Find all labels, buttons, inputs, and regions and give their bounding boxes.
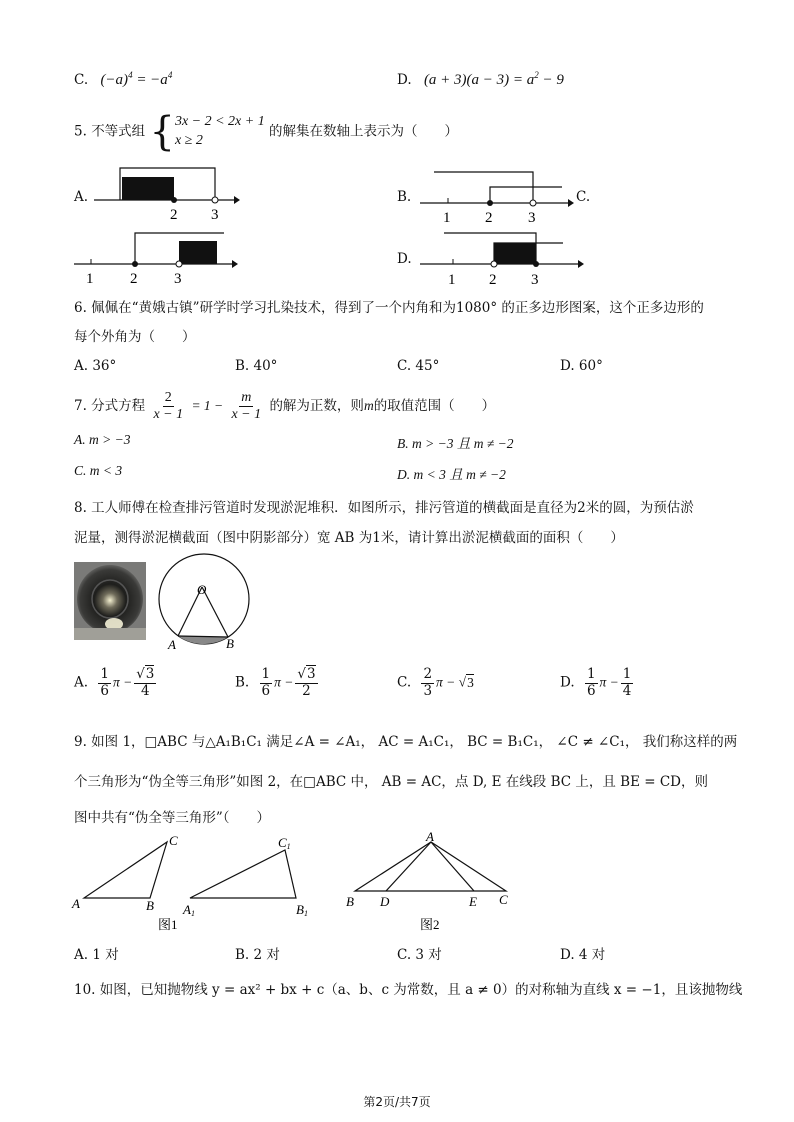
q9-stem-line3: 图中共有“伪全等三角形”（ ）: [74, 810, 271, 826]
q7-option-c: C. m < 3: [74, 463, 123, 478]
q5b-tick-3: 3: [528, 210, 536, 225]
fig1-caption: 图1: [158, 917, 178, 932]
fig2-caption: 图2: [420, 917, 440, 932]
q7-stem: 7. 分式方程 $\frac{2}{x - 1}$ = 1 − $\frac{m}{x - 1}$ 的解为正数，则m的取值范围（ ）: [74, 390, 496, 423]
q5c-tick-2: 2: [130, 271, 138, 287]
q5-option-a-label: A.: [74, 189, 89, 205]
q5d-tick-2: 2: [489, 272, 497, 288]
q8-option-c: C. $\frac{2}{3}$ π − √3: [397, 666, 474, 699]
q5b-tick-1: 1: [443, 210, 451, 225]
q9-option-a: A. 1 对: [74, 947, 119, 963]
q5-number-line-b: [418, 163, 578, 225]
q5-stem: 5. 不等式组 { 3x − 2 < 2x + 1 x ≥ 2 的解集在数轴上表示为（ ）: [74, 109, 459, 155]
svg-text:A: A: [426, 829, 434, 844]
q8-stem-line1: 8. 工人师傅在检查排污管道时发现淤泥堆积．如图所示，排污管道的横截面是直径为2米的圆，为预估淤: [74, 500, 694, 516]
q5-option-b-label: B.: [397, 189, 412, 205]
q9-option-c: C. 3 对: [397, 947, 442, 963]
svg-text:C1: C1: [278, 835, 291, 851]
svg-text:B: B: [346, 894, 354, 909]
svg-text:A1: A1: [183, 902, 195, 918]
q9-option-d: D. 4 对: [560, 947, 606, 963]
q8-option-d: D. $\frac{1}{6}$ π − $\frac{1}{4}$: [560, 666, 632, 699]
q5-option-c-label: C.: [576, 189, 591, 205]
label-o: O: [197, 582, 207, 597]
svg-text:C: C: [169, 833, 178, 848]
q8-circle-diagram: [152, 552, 262, 652]
q5a-tick-2: 2: [170, 207, 178, 223]
q10-stem-line1: 10. 如图，已知抛物线 y = ax² + bx + c（a、b、c 为常数，且 a ≠ 0）的对称轴为直线 x = −1，且该抛物线: [74, 982, 743, 998]
q9-stem-line1: 9. 如图 1，□ABC 与△A₁B₁C₁ 满足∠A = ∠A₁， AC = A₁C₁， BC = B₁C₁， ∠C ≠ ∠C₁， 我们称这样的两: [74, 734, 738, 750]
q5d-tick-3: 3: [531, 272, 539, 288]
svg-text:D: D: [380, 894, 390, 909]
label-b: B: [226, 636, 234, 651]
q8-option-b: B. $\frac{1}{6}$ π − $\frac{√3}{2}$: [235, 666, 316, 699]
svg-text:C: C: [499, 892, 508, 907]
q6-option-a: A. 36°: [74, 358, 117, 374]
q5d-tick-1: 1: [448, 272, 456, 288]
q7-option-b: B. m > −3 且 m ≠ −2: [397, 436, 514, 451]
q4-option-d: D. $(a + 3)(a - 3) = a^2 - 9$: [397, 70, 564, 88]
q7-option-a: A. m > −3: [74, 432, 131, 447]
q6-option-c: C. 45°: [397, 358, 440, 374]
page-footer: 第2页/共7页: [363, 1095, 431, 1109]
q5c-tick-3: 3: [174, 271, 182, 287]
q8-option-a: A. $\frac{1}{6}$ π − $\frac{√3}{4}$: [74, 666, 155, 699]
q9-figure-1: [70, 828, 330, 936]
q6-stem-line2: 每个外角为（ ）: [74, 329, 196, 345]
q5a-tick-3: 3: [211, 207, 219, 223]
svg-text:B1: B1: [296, 902, 308, 918]
svg-text:A: A: [72, 896, 80, 911]
q6-option-b: B. 40°: [235, 358, 278, 374]
q9-stem-line2: 个三角形为“伪全等三角形”如图 2，在□ABC 中， AB = AC，点 D, E 在线段 BC 上，且 BE = CD，则: [74, 774, 708, 790]
q5c-tick-1: 1: [86, 271, 94, 287]
svg-text:E: E: [469, 894, 477, 909]
label-a: A: [168, 637, 176, 652]
q8-stem-line2: 泥量，测得淤泥横截面（图中阴影部分）宽 AB 为1米，请计算出淤泥横截面的面积（ ）: [74, 530, 624, 546]
q5-number-line-d: [418, 228, 588, 290]
svg-text:B: B: [146, 898, 154, 913]
q5-number-line-c: [72, 225, 242, 287]
q6-option-d: D. 60°: [560, 358, 603, 374]
q9-figure-2: [340, 828, 520, 936]
q6-stem-line1: 6. 佩佩在“黄娥古镇”研学时学习扎染技术，得到了一个内角和为1080° 的正多边形图案，这个正多边形的: [74, 300, 704, 316]
pipe-photo: [74, 562, 146, 640]
q7-option-d: D. m < 3 且 m ≠ −2: [397, 467, 506, 482]
q4-option-c: C. $(-a)^4 = -a^4$: [74, 70, 173, 88]
q9-option-b: B. 2 对: [235, 947, 280, 963]
q5-number-line-a: [90, 163, 240, 223]
q5b-tick-2: 2: [485, 210, 493, 225]
q5-option-d-label: D.: [397, 251, 412, 267]
